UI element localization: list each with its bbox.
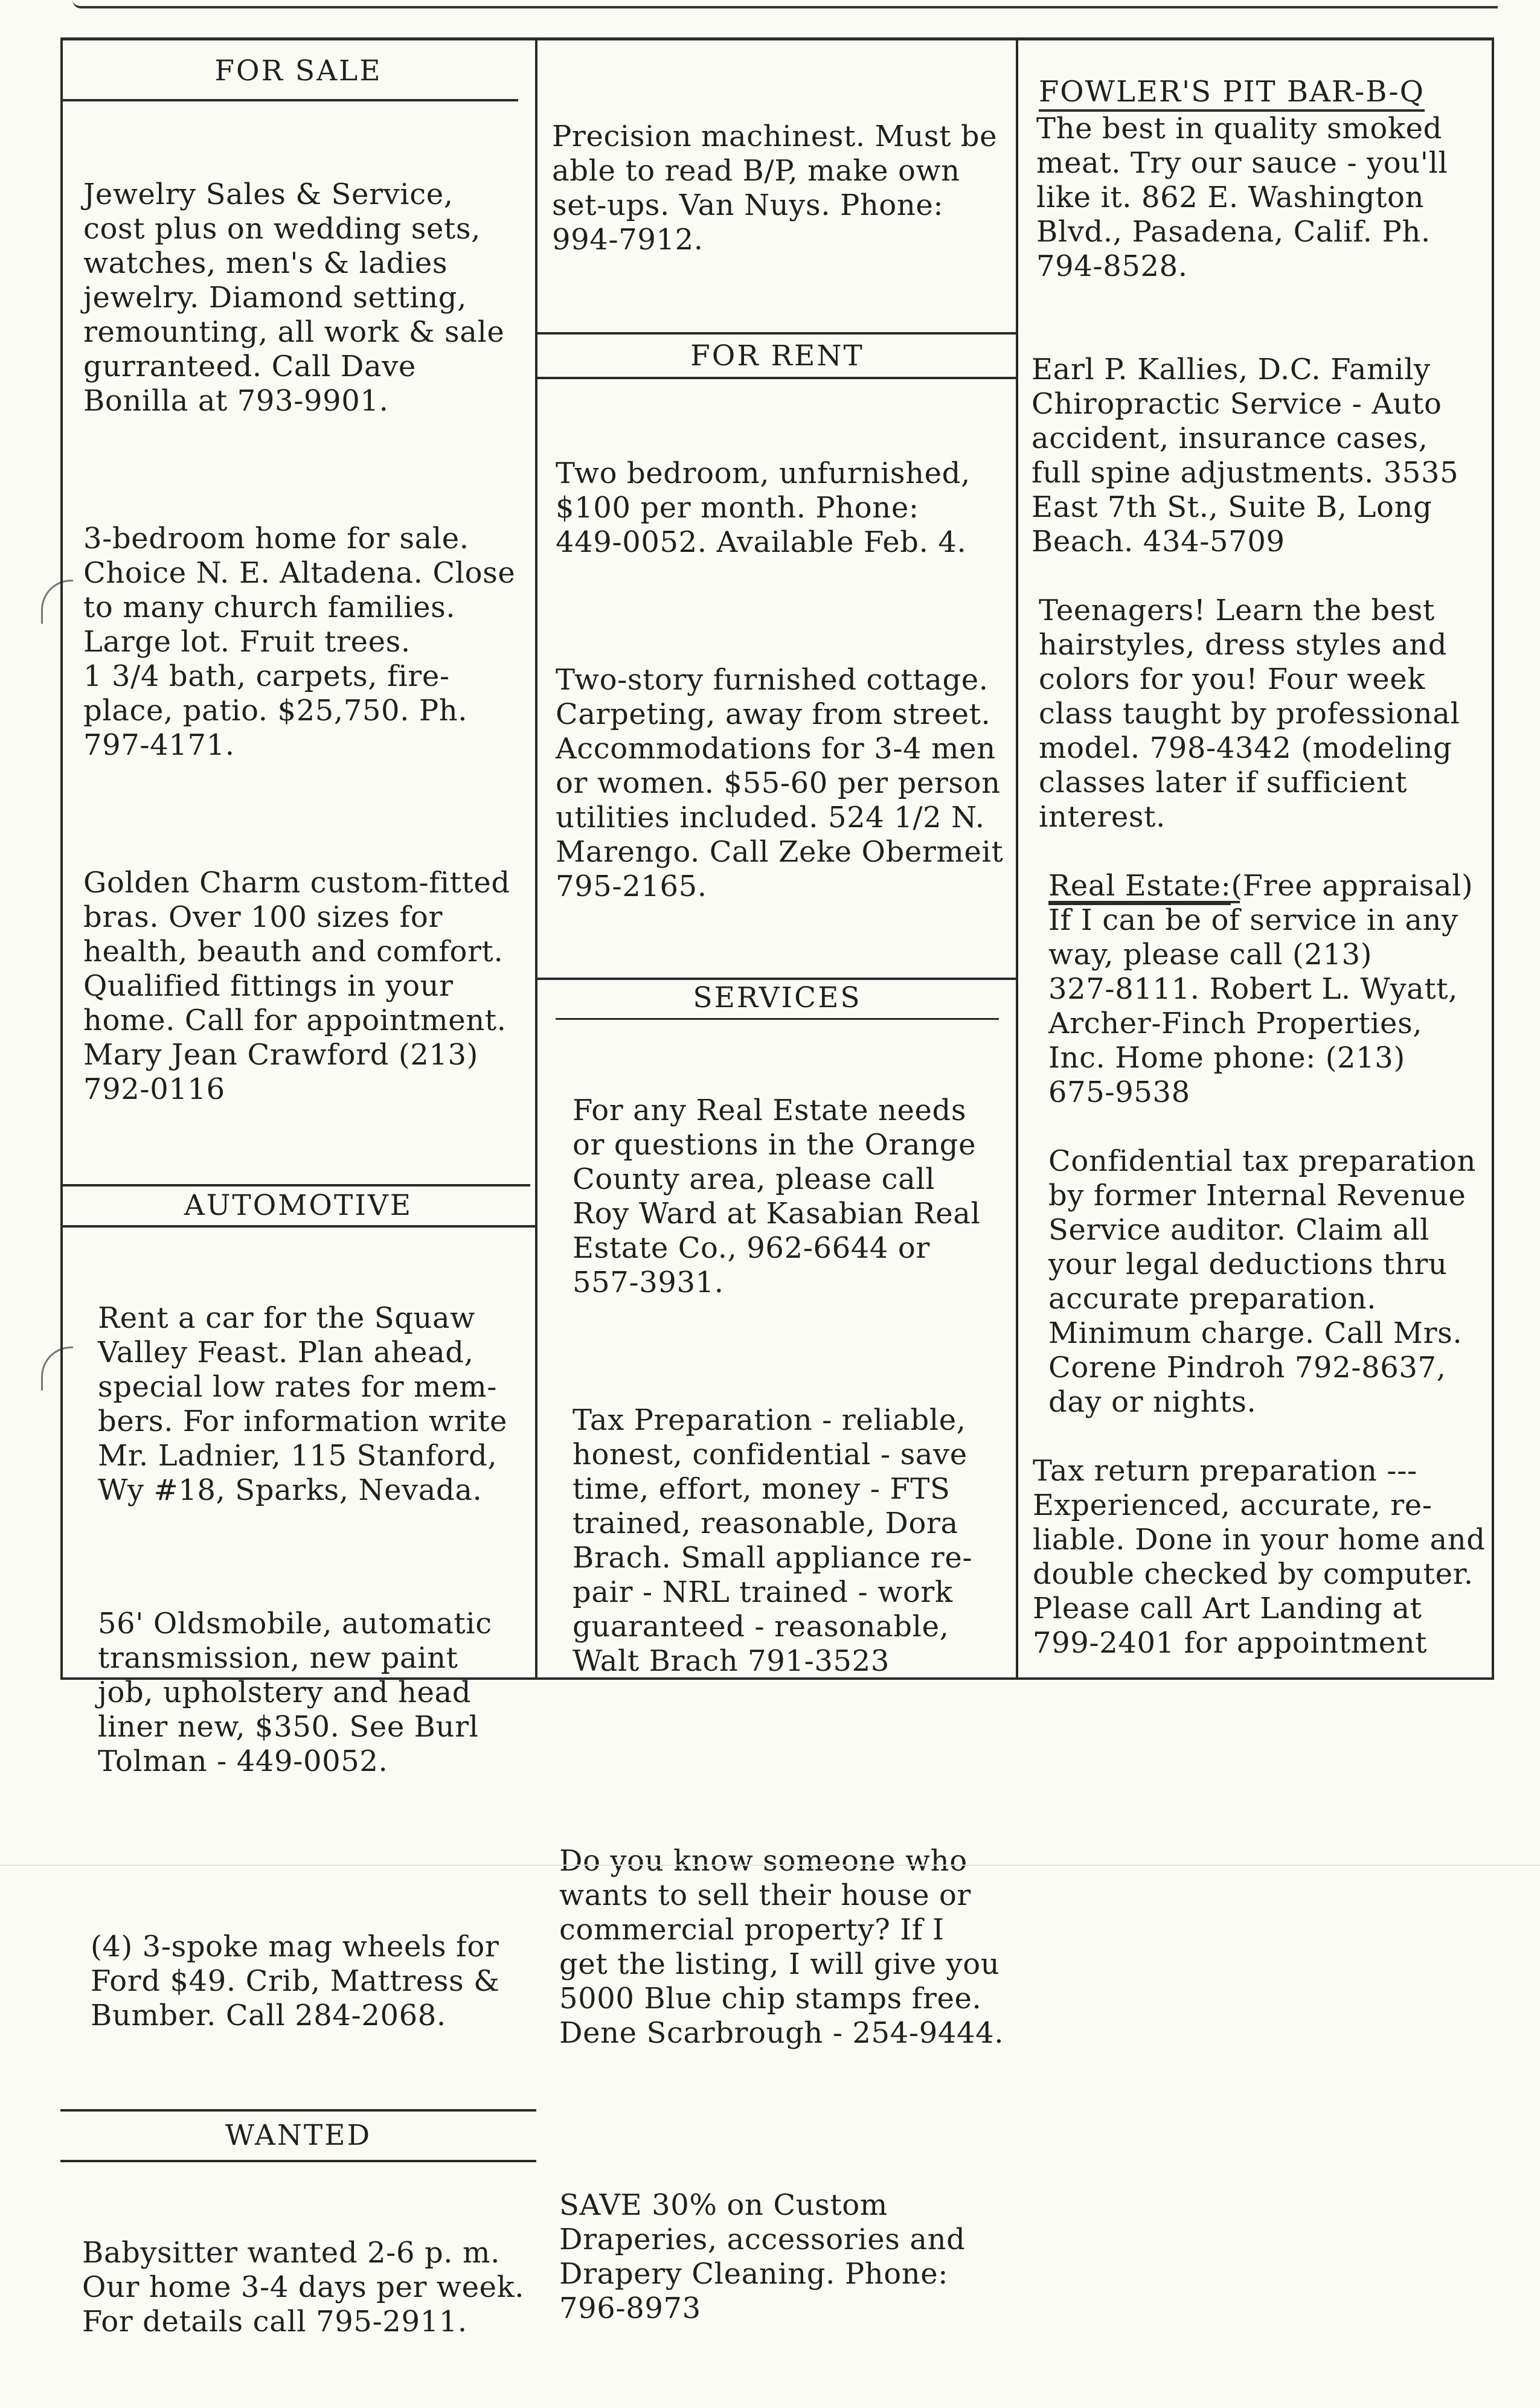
wyatt-text: service in any way, please call (213) 327-8111. Robert L. Wyatt, Archer-Finch Properties, Inc. Home phone: (213) 675-9538 — [1048, 903, 1458, 1109]
ad-tax-return: Tax return preparation --- Experienced, accurate, re- liable. Done in your home and double checked by computer. Please call Art Landing at 799-2401 for appointment — [1033, 1454, 1486, 1660]
fowlers-text: The best in quality smoked meat. Try our sauce - you'll like it. 862 E. Washington Blvd., Pasadena, Calif. Ph. 794-8528. — [1036, 112, 1448, 283]
ad-mag-wheels: (4) 3-spoke mag wheels for Ford $49. Crib, Mattress & Bumber. Call 284-2068. — [91, 1930, 500, 2032]
services-ads-2 — [537, 1747, 1017, 2395]
wanted-heading: WANTED — [225, 2119, 372, 2152]
wyatt-text-start: If I can be of — [1048, 901, 1240, 937]
page-edge — [0, 1865, 1540, 1866]
real-estate-title: Real Estate: — [1048, 869, 1231, 905]
ad-tax-preparation: Tax Preparation - reliable, honest, confidential - save time, effort, money - FTS trained, reasonable, Dora Brach. Small appliance re- pair - NRL trained - work guaranteed - reasonable, Walt Brach 791-3523 — [573, 1403, 973, 1678]
ad-teenagers: Teenagers! Learn the best hairstyles, dress styles and colors for you! Four week class taught by professional model. 798-4342 (modeling classes later if sufficient interest. — [1039, 594, 1460, 834]
services-heading: SERVICES — [693, 981, 862, 1014]
for-rent-heading: FOR RENT — [690, 339, 864, 373]
top-border-line — [72, 0, 1498, 8]
free-appraisal: (Free appraisal) — [1231, 869, 1474, 903]
ad-confidential-tax: Confidential tax preparation by former Internal Revenue Service auditor. Claim all your legal deductions thru accurate preparation. Minimum charge. Call Mrs. Corene Pindroh 792-8637, day or nights. — [1048, 1144, 1477, 1419]
ad-golden-charm: Golden Charm custom-fitted bras. Over 100 sizes for health, beauth and comfort. Qualified fittings in your home. Call for appointment. Mary Jean Crawford (213) 792-0116 — [83, 866, 510, 1106]
ad-kallies: Earl P. Kallies, D.C. Family Chiropractic Service - Auto accident, insurance cases, full spine adjustments. 3535 East 7th St., Suite B, Long Beach. 434-5709 — [1031, 353, 1459, 559]
ad-two-bedroom: Two bedroom, unfurnished, $100 per month. Phone: 449-0052. Available Feb. 4. — [556, 456, 971, 559]
ad-blue-chip-stamps: Do you know someone who wants to sell their house or commercial property? If I get the listing, I will give you 5000 Blue chip stamps free. Dene Scarbrough - 254-9444. — [559, 1844, 1004, 2050]
services-ads — [537, 1020, 1017, 1747]
ad-rent-car: Rent a car for the Squaw Valley Feast. Plan ahead, special low rates for mem- bers. For information write Mr. Ladnier, 115 Stanford, Wy #18, Sparks, Nevada. — [98, 1301, 508, 1507]
ad-draperies: SAVE 30% on Custom Draperies, accessories and Drapery Cleaning. Phone: 796-8973 — [559, 2188, 966, 2325]
ad-real-estate-orange: For any Real Estate needs or questions in the Orange County area, please call Roy Ward at Kasabian Real Estate Co., 962-6644 or 557-3931. — [573, 1094, 981, 1299]
ad-altadena-home: 3-bedroom home for sale. Choice N. E. Altadena. Close to many church families. Large lot. Fruit trees. 1 3/4 bath, carpets, fire- place, patio. $25,750. Ph. 797-4171. — [83, 522, 516, 762]
ad-precision-machinist: Precision machinest. Must be able to read B/P, make own set-ups. Van Nuys. Phone: 994-7912. — [552, 120, 998, 257]
column-right — [1016, 37, 1494, 1680]
for-sale-ads — [60, 101, 536, 1176]
for-rent-ads — [537, 379, 1017, 973]
ad-jewelry: Jewelry Sales & Service, cost plus on wedding sets, watches, men's & ladies jewelry. Diamond setting, remounting, all work & sale gurranteed. Call Dave Bonilla at 793-9901. — [83, 178, 505, 418]
automotive-ads-2 — [60, 1848, 536, 2102]
ad-oldsmobile: 56' Oldsmobile, automatic transmission, new paint job, upholstery and head liner new, $350. See Burl Tolman - 449-0052. — [98, 1607, 492, 1778]
automotive-ads — [60, 1228, 536, 1848]
fowlers-title: FOWLER'S PIT BAR-B-Q — [1039, 75, 1425, 112]
ad-fowlers — [1018, 37, 1494, 284]
column-middle — [535, 37, 1017, 2325]
automotive-heading: AUTOMOTIVE — [184, 1189, 413, 1222]
ad-real-estate-wyatt — [1018, 834, 1494, 1110]
ad-babysitter: Babysitter wanted 2-6 p. m. Our home 3-4 days per week. For details call 795-2911. — [82, 2236, 525, 2339]
ad-cottage: Two-story furnished cottage. Carpeting, away from street. Accommodations for 3-4 men or women. $55-60 per person utilities included. 524 1/2 N. Marengo. Call Zeke Obermeit 795-2165. — [556, 663, 1004, 903]
for-sale-heading: FOR SALE — [214, 54, 382, 88]
col2-top-ads — [537, 37, 1017, 326]
wanted-ads — [60, 2162, 536, 2408]
column-left — [60, 37, 536, 2339]
